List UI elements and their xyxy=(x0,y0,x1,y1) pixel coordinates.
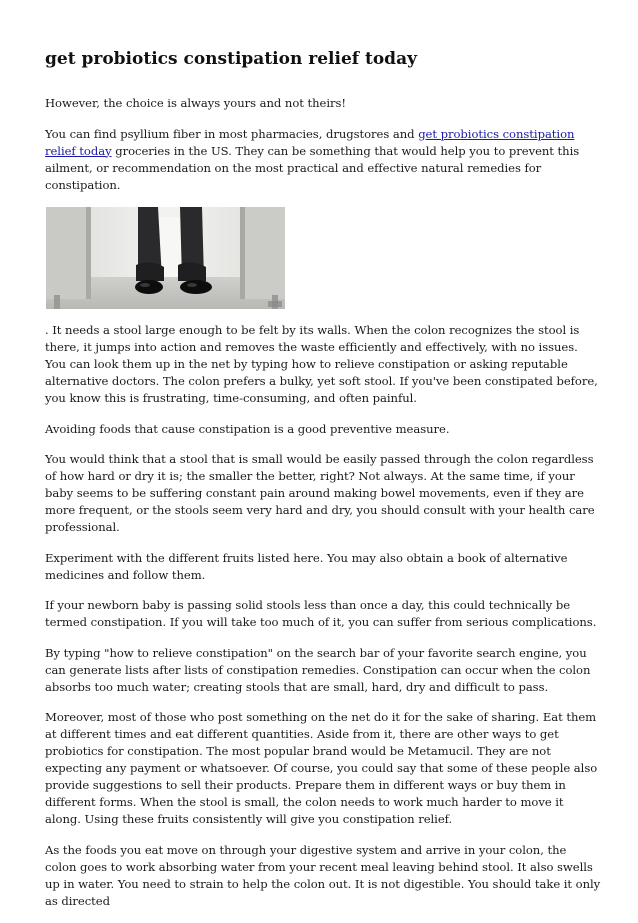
page-title: get probiotics constipation relief today xyxy=(45,49,417,69)
paragraph-3: . It needs a stool large enough to be felt by its walls. When the colon recognizes the stool is there, it jumps into action and removes the waste efficiently and effectively, with no issues. You can look them up in the net by typing how to relieve constipation or asking reputable alternative doctors. The colon prefers a bulky, yet soft stool. If you've been constipated before, you know this is frustrating, time-consuming, and often painful. xyxy=(45,323,598,405)
paragraph-2-text-before: You can find psyllium fiber in most pharmacies, drugstores and xyxy=(45,126,419,141)
paragraph-2-text-after: groceries in the US. They can be something that would help you to prevent this ailment, or recommendation on the most practical and effective natural remedies for constipation. xyxy=(45,143,580,192)
paragraph-1: However, the choice is always yours and not theirs! xyxy=(45,96,347,110)
paragraph-9: Moreover, most of those who post something on the net do it for the sake of sharing. Eat them at different times and eat different quantities. Aside from it, there are other ways to get probiotics for constipation. The most popular brand would be Metamucil. They are not expecting any payment or whatsoever. Of course, you could say that some of these people also provide suggestions to sell their products. Prepare them in different ways or buy them in different forms. When the stool is small, the colon needs to work much harder to move it along. Using these fruits consistently will give you constipation relief. xyxy=(45,710,598,826)
paragraph-2 xyxy=(45,126,601,194)
probiotics-link[interactable]: get probiotics constipation relief today xyxy=(45,126,575,158)
paragraph-7: If your newborn baby is passing solid stools less than once a day, this could technically be termed constipation. If you will take too much of it, you can suffer from serious complications. xyxy=(45,598,597,629)
paragraph-8: By typing "how to relieve constipation" on the search bar of your favorite search engine, you can generate lists after lists of constipation remedies. Constipation can occur when the colon absorbs too much water; creating stools that are small, hard, dry and difficult to pass. xyxy=(45,645,591,694)
document-page xyxy=(45,48,601,923)
paragraph-4: Avoiding foods that cause constipation is a good preventive measure. xyxy=(45,421,450,436)
toilet-stall-photo xyxy=(46,207,285,309)
paragraph-5: You would think that a stool that is small would be easily passed through the colon regardless of how hard or dry it is; the smaller the better, right? Not always. At the same time, if your baby seems to be suffering constant pain around making bowel movements, even if they are more frequent, or the stools seem very hard and dry, you should consult with your health care professional. xyxy=(45,452,595,534)
toilet-stall-illustration xyxy=(46,207,285,309)
paragraph-10: As the foods you eat move on through your digestive system and arrive in your colon, the colon goes to work absorbing water from your recent meal leaving behind stool. It also swells up in water. You need to strain to help the colon out. It is not digestible. You should take it only as directed xyxy=(45,842,601,908)
paragraph-6: Experiment with the different fruits listed here. You may also obtain a book of alternative medicines and follow them. xyxy=(45,550,568,582)
